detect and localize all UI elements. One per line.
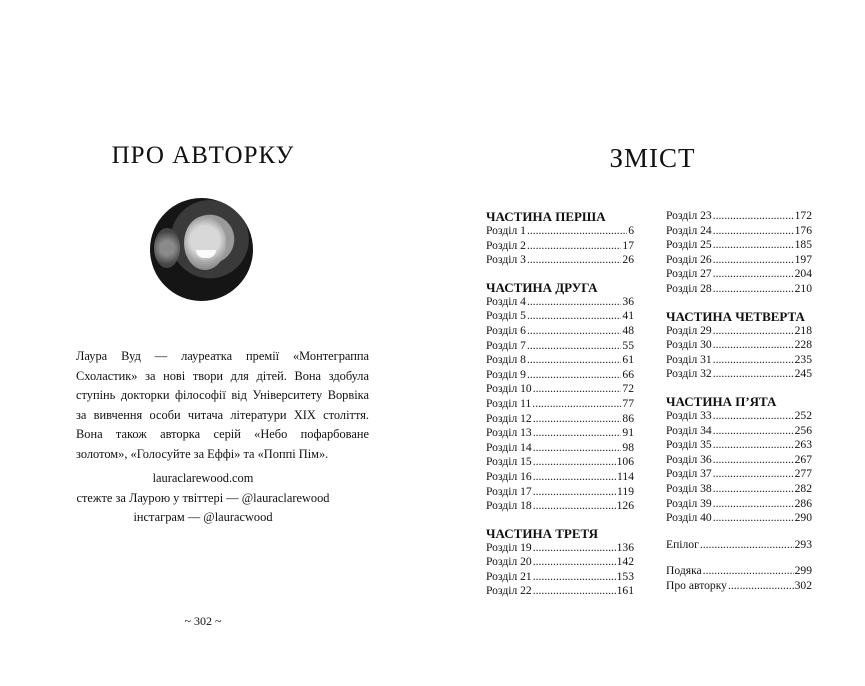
toc-row[interactable] bbox=[666, 253, 812, 268]
toc-row-leader bbox=[713, 338, 794, 353]
toc-row[interactable] bbox=[666, 324, 812, 339]
right-page bbox=[440, 0, 865, 686]
toc-row-page: 263 bbox=[794, 438, 812, 452]
toc-row-leader bbox=[713, 453, 794, 468]
toc-row-leader bbox=[533, 499, 616, 514]
toc-row-label: Розділ 15 bbox=[486, 455, 532, 469]
toc-row-leader bbox=[713, 253, 794, 268]
toc-row[interactable] bbox=[486, 470, 634, 485]
toc-row-leader bbox=[713, 209, 794, 224]
toc-row-leader bbox=[527, 368, 621, 383]
author-photo-face bbox=[184, 216, 226, 270]
toc-row-leader bbox=[713, 267, 794, 282]
toc-row-label: Розділ 20 bbox=[486, 555, 532, 569]
toc-row[interactable] bbox=[666, 438, 812, 453]
toc-row[interactable] bbox=[486, 309, 634, 324]
about-author-title: ПРО АВТОРКУ bbox=[111, 142, 295, 169]
toc-row[interactable] bbox=[486, 295, 634, 310]
toc-row-page: 286 bbox=[794, 496, 812, 510]
toc-row-label: Розділ 38 bbox=[666, 481, 712, 495]
toc-row-leader bbox=[527, 339, 621, 354]
toc-row-page: 48 bbox=[622, 323, 634, 337]
part-heading-2: ЧАСТИНА ДРУГА bbox=[486, 279, 598, 295]
toc-row[interactable] bbox=[486, 570, 634, 585]
toc-row[interactable] bbox=[486, 555, 634, 570]
toc-row[interactable] bbox=[666, 511, 812, 526]
toc-row[interactable] bbox=[486, 239, 634, 254]
toc-row[interactable] bbox=[666, 497, 812, 512]
toc-row[interactable] bbox=[666, 224, 812, 239]
toc-title: ЗМІСТ bbox=[609, 143, 696, 173]
toc-row-label: Розділ 31 bbox=[666, 352, 712, 366]
toc-row-label: Подяка bbox=[666, 564, 702, 578]
toc-row[interactable] bbox=[486, 339, 634, 354]
toc-row-leader bbox=[533, 382, 622, 397]
toc-row[interactable] bbox=[486, 224, 634, 239]
toc-row-label: Розділ 9 bbox=[486, 367, 526, 381]
toc-row[interactable] bbox=[486, 412, 634, 427]
toc-row-leader bbox=[713, 467, 794, 482]
toc-row[interactable] bbox=[666, 453, 812, 468]
toc-row-page: 277 bbox=[794, 467, 812, 481]
toc-row[interactable] bbox=[486, 353, 634, 368]
toc-row-page: 72 bbox=[622, 382, 634, 396]
toc-row-leader bbox=[527, 253, 621, 268]
toc-row-label: Розділ 34 bbox=[666, 423, 712, 437]
toc-row-leader bbox=[713, 497, 794, 512]
toc-row-label: Розділ 2 bbox=[486, 238, 526, 252]
toc-row-label: Розділ 29 bbox=[666, 323, 712, 337]
toc-row-label: Розділ 3 bbox=[486, 253, 526, 267]
toc-row[interactable] bbox=[666, 367, 812, 382]
toc-row[interactable] bbox=[666, 467, 812, 482]
part-heading-4: ЧАСТИНА ЧЕТВЕРТА bbox=[666, 308, 805, 324]
toc-row-label: Розділ 13 bbox=[486, 426, 532, 440]
toc-row-page: 299 bbox=[794, 564, 812, 578]
toc-list bbox=[666, 209, 812, 297]
toc-row-label: Розділ 25 bbox=[666, 238, 712, 252]
toc-row-page: 153 bbox=[616, 569, 634, 583]
toc-row-page: 77 bbox=[622, 396, 634, 410]
author-contacts bbox=[0, 469, 406, 528]
toc-row-page: 245 bbox=[794, 367, 812, 381]
toc-row[interactable] bbox=[486, 324, 634, 339]
toc-row-page: 176 bbox=[794, 223, 812, 237]
toc-row-leader bbox=[527, 295, 621, 310]
toc-row[interactable] bbox=[486, 485, 634, 500]
author-twitter: стежте за Лаурою у твіттері — @lauraclarewood bbox=[76, 490, 330, 505]
toc-row-page: 41 bbox=[622, 309, 634, 323]
toc-row-label: Розділ 40 bbox=[666, 511, 712, 525]
toc-row-page: 228 bbox=[794, 338, 812, 352]
toc-row-leader bbox=[527, 324, 621, 339]
toc-row[interactable] bbox=[666, 579, 812, 594]
toc-row-page: 106 bbox=[616, 455, 634, 469]
toc-row-leader bbox=[713, 409, 794, 424]
toc-row-label: Розділ 8 bbox=[486, 353, 526, 367]
toc-column-left bbox=[486, 209, 634, 599]
toc-row[interactable] bbox=[666, 564, 812, 579]
toc-row-leader bbox=[533, 541, 616, 556]
toc-row-epilogue[interactable] bbox=[666, 538, 812, 553]
toc-row-page: 142 bbox=[616, 555, 634, 569]
toc-row-leader bbox=[713, 282, 794, 297]
toc-row-page: 302 bbox=[794, 578, 812, 592]
toc-row-label: Розділ 14 bbox=[486, 440, 532, 454]
toc-row-page: 282 bbox=[794, 481, 812, 495]
toc-row-page: 6 bbox=[628, 224, 634, 237]
toc-row-leader bbox=[533, 470, 616, 485]
toc-row-label: Розділ 5 bbox=[486, 309, 526, 323]
toc-list bbox=[486, 224, 634, 268]
toc-row-label: Розділ 21 bbox=[486, 569, 532, 583]
toc-row-leader bbox=[713, 482, 794, 497]
toc-row-label: Розділ 26 bbox=[666, 252, 712, 266]
toc-row-leader bbox=[533, 412, 622, 427]
toc-row-label: Розділ 35 bbox=[666, 438, 712, 452]
toc-row-leader bbox=[527, 239, 621, 254]
toc-row-leader bbox=[713, 238, 794, 253]
toc-row-leader bbox=[533, 570, 616, 585]
toc-row-page: 252 bbox=[794, 408, 812, 422]
toc-row-leader bbox=[713, 438, 794, 453]
toc-row[interactable] bbox=[666, 424, 812, 439]
author-instagram: інстаграм — @lauracwood bbox=[133, 510, 273, 524]
toc-row-page: 267 bbox=[794, 452, 812, 466]
author-website: lauraclarewood.com bbox=[152, 471, 254, 485]
part-heading-3: ЧАСТИНА ТРЕТЯ bbox=[486, 525, 599, 541]
part-heading-1: ЧАСТИНА ПЕРША bbox=[486, 209, 606, 224]
toc-row-page: 55 bbox=[622, 338, 634, 352]
toc-row-leader bbox=[728, 579, 794, 594]
toc-row[interactable] bbox=[666, 282, 812, 297]
toc-row-leader bbox=[713, 367, 794, 382]
toc-row-label: Розділ 24 bbox=[666, 223, 712, 237]
toc-row-page: 161 bbox=[616, 584, 634, 598]
toc-row[interactable] bbox=[486, 541, 634, 556]
toc-row-page: 235 bbox=[794, 352, 812, 366]
toc-row[interactable] bbox=[486, 382, 634, 397]
toc-row-leader bbox=[533, 584, 616, 599]
toc-row[interactable] bbox=[666, 209, 812, 224]
toc-row-leader bbox=[533, 441, 622, 456]
toc-row-page: 136 bbox=[616, 540, 634, 554]
toc-row-label: Розділ 36 bbox=[666, 452, 712, 466]
toc-row-page: 36 bbox=[622, 294, 634, 308]
toc-row-label: Розділ 6 bbox=[486, 323, 526, 337]
part-heading-5: ЧАСТИНА П’ЯТА bbox=[666, 393, 777, 409]
toc-row[interactable] bbox=[486, 584, 634, 599]
toc-row-page: 185 bbox=[794, 238, 812, 252]
toc-row-label: Розділ 18 bbox=[486, 499, 532, 513]
toc-row-leader bbox=[533, 455, 616, 470]
author-photo bbox=[150, 198, 253, 301]
toc-row-page: 17 bbox=[622, 238, 634, 252]
toc-row-page: 66 bbox=[622, 367, 634, 381]
toc-row[interactable] bbox=[486, 455, 634, 470]
toc-row-leader bbox=[533, 426, 622, 441]
toc-row[interactable] bbox=[486, 397, 634, 412]
toc-row-leader bbox=[533, 485, 616, 500]
toc-row-leader bbox=[700, 538, 794, 553]
toc-row-label: Розділ 32 bbox=[666, 367, 712, 381]
toc-list bbox=[666, 324, 812, 382]
author-bio: Лаура Вуд — лауреатка премії «Монтеграппа Схоластик» за нові твори для дітей. Вона здобула ступінь докторки філософії від Університету Ворвіка за вивчення особи читача літератури ХІХ століття. Вона також авторка серій «Небо пофарбоване золотом», «Голосуйте за Еффі» та «Поппі Пім». bbox=[76, 349, 369, 461]
toc-row-page: 256 bbox=[794, 423, 812, 437]
toc-row-leader bbox=[533, 555, 616, 570]
toc-row-label: Розділ 7 bbox=[486, 338, 526, 352]
toc-row-page: 218 bbox=[794, 323, 812, 337]
toc-row-label: Розділ 10 bbox=[486, 382, 532, 396]
toc-list bbox=[486, 541, 634, 599]
toc-row[interactable] bbox=[666, 238, 812, 253]
author-photo-foliage bbox=[154, 228, 180, 268]
toc-row[interactable] bbox=[666, 338, 812, 353]
toc-row-leader bbox=[713, 224, 794, 239]
toc-row-leader bbox=[527, 224, 627, 239]
toc-row-page: 172 bbox=[794, 209, 812, 222]
toc-row-page: 26 bbox=[622, 253, 634, 267]
toc-row-leader bbox=[703, 564, 794, 579]
toc-row-page: 126 bbox=[616, 499, 634, 513]
toc-row-label: Розділ 12 bbox=[486, 411, 532, 425]
toc-row-page: 210 bbox=[794, 281, 812, 295]
toc-row-page: 91 bbox=[622, 426, 634, 440]
toc-row-label: Розділ 1 bbox=[486, 224, 526, 237]
toc-row[interactable] bbox=[486, 368, 634, 383]
toc-row-label: Розділ 28 bbox=[666, 281, 712, 295]
toc-list bbox=[666, 409, 812, 526]
toc-row[interactable] bbox=[666, 409, 812, 424]
toc-row-label: Розділ 30 bbox=[666, 338, 712, 352]
toc-row-label: Розділ 16 bbox=[486, 469, 532, 483]
toc-row-label: Розділ 22 bbox=[486, 584, 532, 598]
toc-row-page: 293 bbox=[794, 537, 812, 551]
toc-row[interactable] bbox=[486, 441, 634, 456]
toc-row-page: 114 bbox=[617, 469, 634, 483]
toc-row-label: Розділ 19 bbox=[486, 540, 532, 554]
toc-row-page: 290 bbox=[794, 511, 812, 525]
toc-column-right bbox=[666, 209, 812, 593]
toc-row-label: Розділ 4 bbox=[486, 294, 526, 308]
toc-row-page: 197 bbox=[794, 252, 812, 266]
toc-row-label: Про авторку bbox=[666, 578, 727, 592]
toc-list bbox=[666, 564, 812, 593]
toc-row-leader bbox=[532, 397, 621, 412]
toc-row-label: Епілог bbox=[666, 537, 699, 551]
toc-row-leader bbox=[713, 353, 794, 368]
toc-row-leader bbox=[713, 324, 794, 339]
toc-row-leader bbox=[527, 309, 621, 324]
toc-row-leader bbox=[527, 353, 621, 368]
toc-row-label: Розділ 17 bbox=[486, 484, 532, 498]
toc-row-label: Розділ 33 bbox=[666, 408, 712, 422]
toc-row-page: 61 bbox=[622, 353, 634, 367]
toc-row-label: Розділ 39 bbox=[666, 496, 712, 510]
toc-row[interactable] bbox=[486, 253, 634, 268]
toc-row-page: 119 bbox=[617, 484, 634, 498]
toc-row-leader bbox=[713, 424, 794, 439]
toc-row[interactable] bbox=[486, 426, 634, 441]
toc-row-page: 204 bbox=[794, 267, 812, 281]
toc-row-label: Розділ 23 bbox=[666, 209, 712, 222]
toc-row-page: 86 bbox=[622, 411, 634, 425]
toc-row-label: Розділ 27 bbox=[666, 267, 712, 281]
toc-row[interactable] bbox=[486, 499, 634, 514]
toc-row-label: Розділ 37 bbox=[666, 467, 712, 481]
toc-row-leader bbox=[713, 511, 794, 526]
toc-row[interactable] bbox=[666, 353, 812, 368]
toc-row-label: Розділ 11 bbox=[486, 396, 532, 410]
page-number: ~ 302 ~ bbox=[184, 614, 222, 628]
toc-row-page: 98 bbox=[622, 440, 634, 454]
toc-row[interactable] bbox=[666, 482, 812, 497]
toc-list bbox=[486, 295, 634, 514]
toc-row[interactable] bbox=[666, 267, 812, 282]
